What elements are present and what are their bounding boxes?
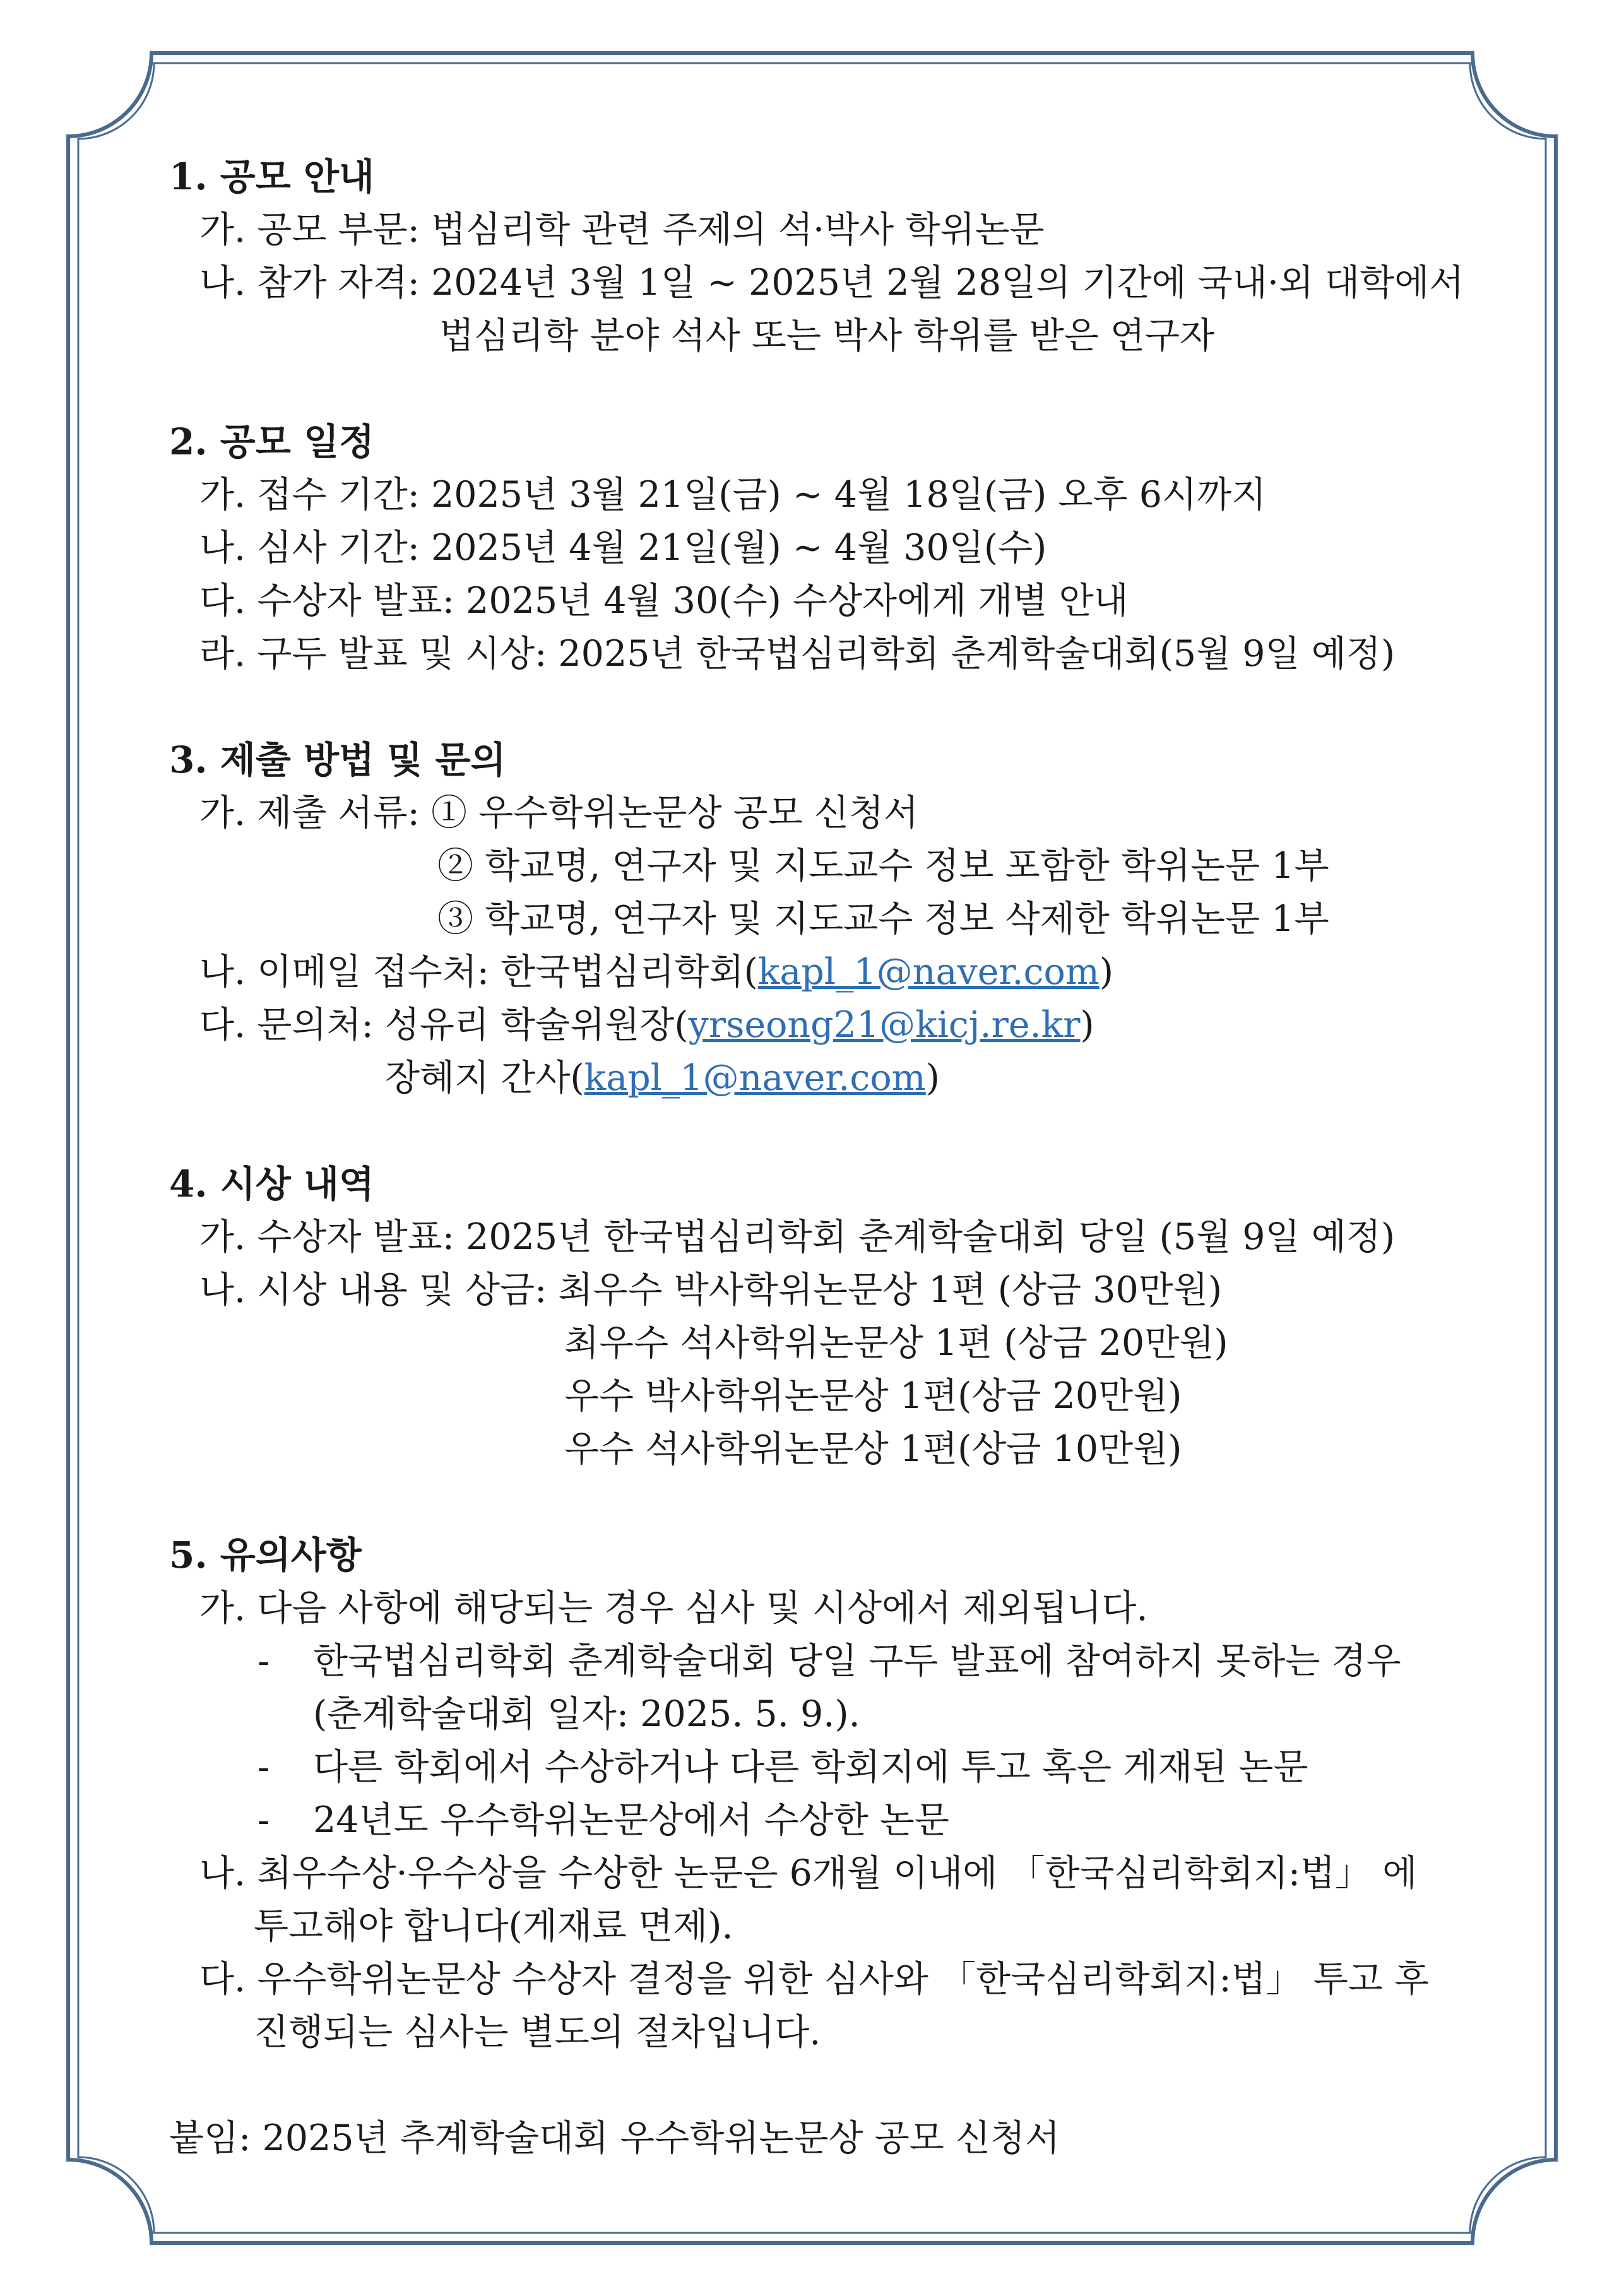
documents-item-3: ③ 학교명, 연구자 및 지도교수 정보 삭제한 학위논문 1부	[437, 898, 1329, 940]
section-schedule	[169, 415, 1501, 680]
section-heading: 1. 공모 안내	[169, 155, 375, 198]
contest-category: 가. 공모 부문: 법심리학 관련 주제의 석·박사 학위논문	[199, 209, 1045, 251]
section-submission	[169, 733, 1501, 1104]
contact-chair	[169, 998, 1501, 1051]
journal-submission-note: 나. 최우수상·우수상을 수상한 논문은 6개월 이내에 「한국심리학회지:법」 에	[199, 1852, 1418, 1894]
eligibility: 나. 참가 자격: 2024년 3월 1일 ~ 2025년 2월 28일의 기간에 국내·외 대학에서	[199, 262, 1464, 304]
award-item-3: 우수 박사학위논문상 1편(상금 20만원)	[564, 1375, 1182, 1417]
email-submission	[169, 945, 1501, 998]
section-heading: 5. 유의사항	[169, 1534, 362, 1577]
section-heading: 4. 시상 내역	[169, 1163, 375, 1205]
exclusion-text: 한국법심리학회 춘계학술대회 당일 구두 발표에 참여하지 못하는 경우	[313, 1640, 1401, 1682]
separate-review-note-continued: 진행되는 심사는 별도의 절차입니다.	[254, 2011, 821, 2053]
journal-submission-note-continued: 투고해야 합니다(게재료 면제).	[254, 1905, 733, 1947]
exclusion-item-1	[169, 1635, 1501, 1688]
exclusion-item-1-continued: (춘계학술대회 일자: 2025. 5. 9.).	[313, 1693, 860, 1735]
exclusion-item-3	[169, 1794, 1501, 1847]
email-close: )	[1099, 951, 1114, 993]
section-heading: 3. 제출 방법 및 문의	[169, 738, 506, 781]
submission-period: 가. 접수 기간: 2025년 3월 21일(금) ~ 4월 18일(금) 오후 6시까지	[199, 474, 1267, 516]
contact-secretary-label: 장혜지 간사(	[385, 1057, 584, 1099]
announcement-body	[169, 150, 1501, 2165]
exclusion-intro: 가. 다음 사항에 해당되는 경우 심사 및 시상에서 제외됩니다.	[199, 1587, 1148, 1629]
review-period: 나. 심사 기간: 2025년 4월 21일(월) ~ 4월 30일(수)	[199, 527, 1047, 569]
contact-chair-close: )	[1080, 1004, 1094, 1046]
dash-bullet: -	[258, 1640, 270, 1682]
contact-secretary-close: )	[925, 1057, 940, 1099]
exclusion-text: 24년도 우수학위논문상에서 수상한 논문	[313, 1799, 949, 1841]
eligibility-continued: 법심리학 분야 석사 또는 박사 학위를 받은 연구자	[439, 315, 1215, 357]
award-item-2: 최우수 석사학위논문상 1편 (상금 20만원)	[564, 1322, 1228, 1364]
documents-item-1: 가. 제출 서류: ① 우수학위논문상 공모 신청서	[199, 792, 919, 834]
documents-item-2: ② 학교명, 연구자 및 지도교수 정보 포함한 학위논문 1부	[437, 845, 1329, 887]
contact-chair-label: 다. 문의처: 성유리 학술위원장(	[199, 1004, 689, 1046]
contact-chair-email-link[interactable]: yrseong21@kicj.re.kr	[688, 1004, 1081, 1046]
separate-review-note: 다. 우수학위논문상 수상자 결정을 위한 심사와 「한국심리학회지:법」 투고 후	[199, 1958, 1430, 2000]
contact-secretary	[169, 1051, 1501, 1104]
attachment-note: 붙임: 2025년 추계학술대회 우수학위논문상 공모 신청서	[169, 2117, 1060, 2159]
email-link[interactable]: kapl_1@naver.com	[757, 951, 1099, 993]
winner-announcement: 다. 수상자 발표: 2025년 4월 30(수) 수상자에게 개별 안내	[199, 580, 1129, 622]
exclusion-item-2	[169, 1741, 1501, 1794]
contact-secretary-email-link[interactable]: kapl_1@naver.com	[584, 1057, 926, 1099]
dash-bullet: -	[258, 1746, 270, 1788]
section-heading: 2. 공모 일정	[169, 420, 375, 463]
section-contest-info	[169, 150, 1501, 362]
dash-bullet: -	[258, 1799, 270, 1841]
award-announcement: 가. 수상자 발표: 2025년 한국법심리학회 춘계학술대회 당일 (5월 9일 예정)	[199, 1216, 1396, 1258]
section-awards	[169, 1157, 1501, 1476]
email-label: 나. 이메일 접수처: 한국법심리학회(	[199, 951, 758, 993]
award-item-4: 우수 석사학위논문상 1편(상금 10만원)	[564, 1428, 1182, 1470]
exclusion-text: 다른 학회에서 수상하거나 다른 학회지에 투고 혹은 게재된 논문	[313, 1746, 1308, 1788]
presentation-award: 라. 구두 발표 및 시상: 2025년 한국법심리학회 춘계학술대회(5월 9일 예정)	[199, 633, 1396, 675]
section-notes	[169, 1529, 1501, 2059]
award-item-1: 나. 시상 내용 및 상금: 최우수 박사학위논문상 1편 (상금 30만원)	[199, 1269, 1223, 1311]
